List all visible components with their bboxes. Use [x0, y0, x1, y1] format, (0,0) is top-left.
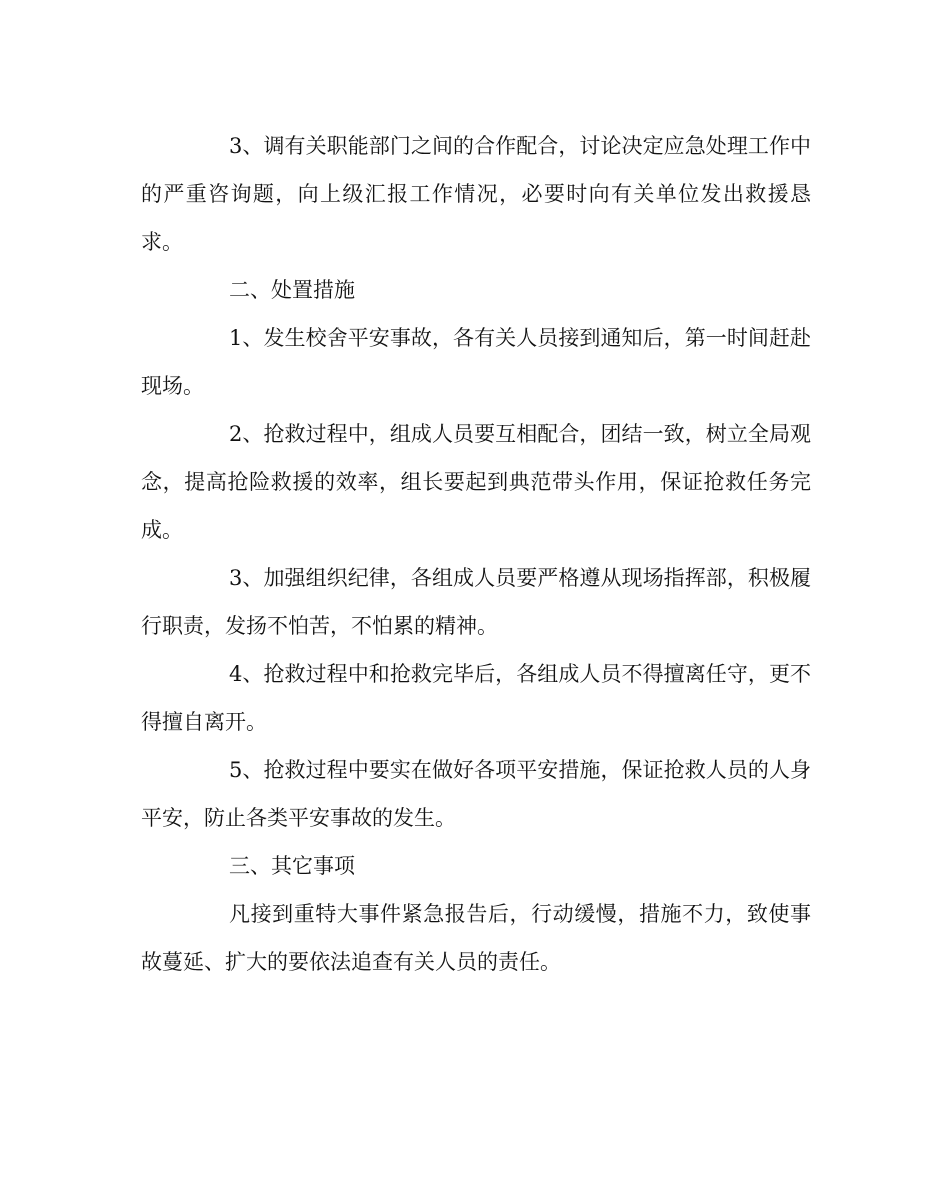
- paragraph-measure-5: 5、抢救过程中要实在做好各项平安措施，保证抢救人员的人身平安，防止各类平安事故的发生。: [141, 758, 811, 830]
- paragraph-measure-4: 4、抢救过程中和抢救完毕后，各组成人员不得擅离任守，更不得擅自离开。: [141, 662, 811, 734]
- paragraph-coordination: 3、调有关职能部门之间的合作配合，讨论决定应急处理工作中的严重咨询题，向上级汇报工作情况，必要时向有关单位发出救援恳求。: [141, 134, 811, 254]
- document-body: [141, 122, 811, 986]
- section-heading-measures: 二、处置措施: [229, 278, 355, 302]
- paragraph-measure-1: 1、发生校舍平安事故，各有关人员接到通知后，第一时间赶赴现场。: [141, 326, 811, 398]
- paragraph-measure-2: 2、抢救过程中，组成人员要互相配合，团结一致，树立全局观念，提高抢险救援的效率，组长要起到典范带头作用，保证抢救任务完成。: [141, 422, 811, 542]
- paragraph-measure-3: 3、加强组织纪律，各组成人员要严格遵从现场指挥部，积极履行职责，发扬不怕苦，不怕累的精神。: [141, 566, 811, 638]
- paragraph-other: 凡接到重特大事件紧急报告后，行动缓慢，措施不力，致使事故蔓延、扩大的要依法追查有关人员的责任。: [141, 902, 811, 974]
- section-heading-other: 三、其它事项: [229, 854, 355, 878]
